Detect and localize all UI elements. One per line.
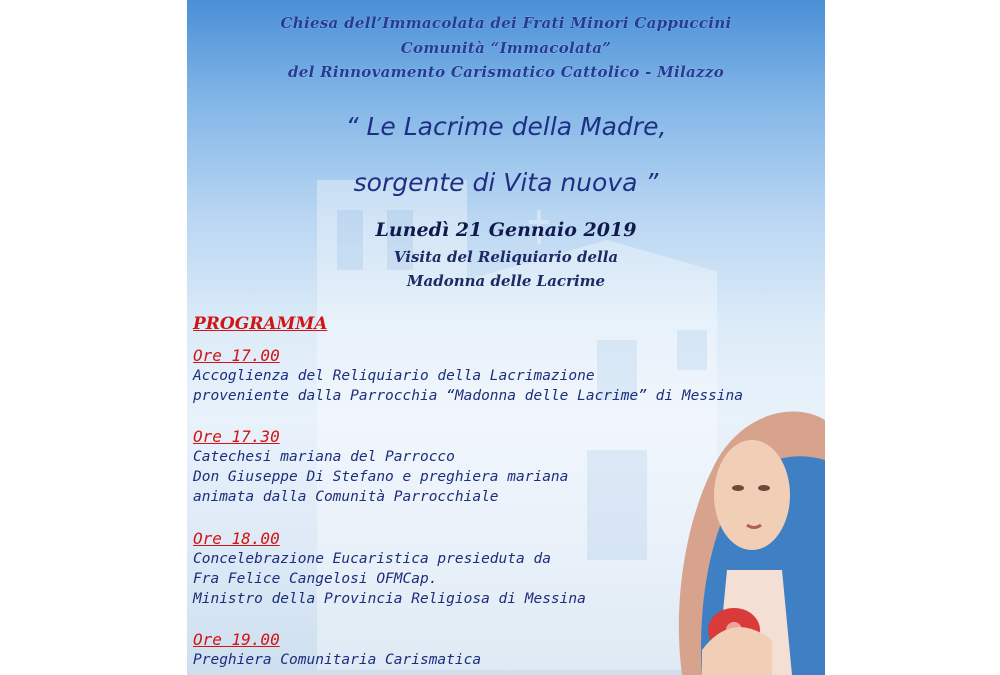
program-time-2: Ore 17.30 [193,427,280,446]
header-community-name: Comunità “Immacolata” [400,39,612,57]
program-desc-3-line-2: Fra Felice Cangelosi OFMCap. [193,571,438,587]
event-subtitle-1: Visita del Reliquiario della [393,248,619,266]
program-time-4: Ore 19.00 [193,630,280,649]
program-desc-1-line-1: Accoglienza del Reliquiario della Lacrimazione [193,368,595,384]
program-desc-4-line-1: Preghiera Comunitaria Carismatica [193,652,482,668]
program-desc-2-line-1: Catechesi mariana del Parrocco [193,449,455,465]
program-desc-1-line-2: proveniente dalla Parrocchia “Madonna delle Lacrime” di Messina [193,388,743,404]
event-poster [187,0,825,675]
program-desc-3-line-1: Concelebrazione Eucaristica presieduta da [193,551,551,567]
header-church-name: Chiesa dell’Immacolata dei Frati Minori Cappuccini [280,14,732,32]
program-time-3: Ore 18.00 [193,529,280,548]
program-time-1: Ore 17.00 [193,346,280,365]
program-desc-2-line-3: animata dalla Comunità Parrocchiale [193,489,499,505]
programma-heading: PROGRAMMA [193,314,328,334]
program-desc-3-line-3: Ministro della Provincia Religiosa di Messina [193,591,586,607]
madonna-statue-image [642,400,825,675]
header-movement-name: del Rinnovamento Carismatico Cattolico - Milazzo [287,63,724,81]
event-subtitle-2: Madonna delle Lacrime [406,272,606,290]
title-line-1: “ Le Lacrime della Madre, [345,112,667,141]
event-date: Lunedì 21 Gennaio 2019 [375,219,637,241]
title-line-2: sorgente di Vita nuova ” [353,168,659,197]
program-desc-2-line-2: Don Giuseppe Di Stefano e preghiera mariana [193,469,569,485]
